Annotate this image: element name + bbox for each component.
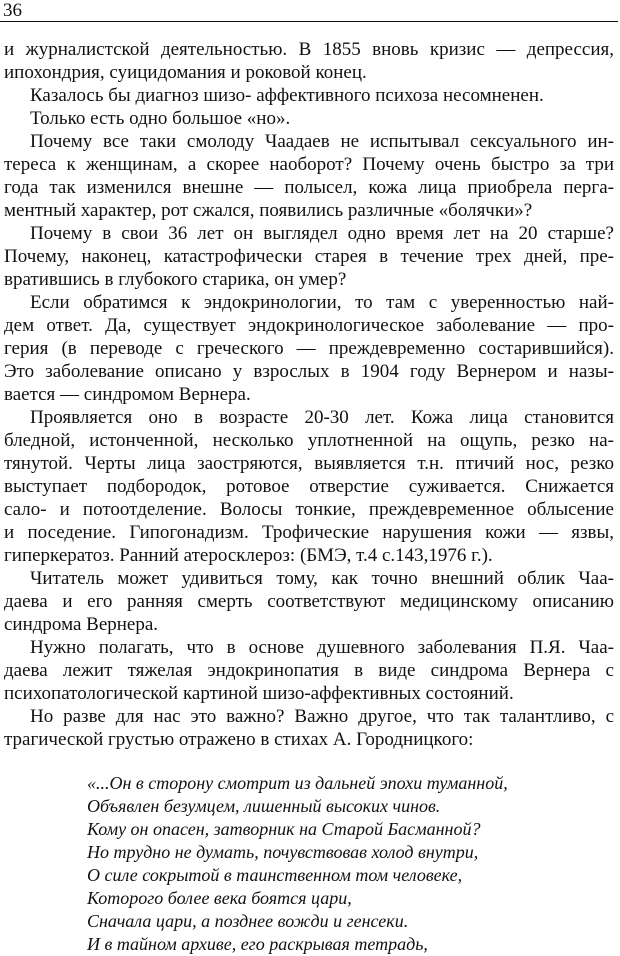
verse-line: Сначала цари, а позднее вожди и генсеки. <box>87 911 409 931</box>
text-line: тереса к женщинам, а скорее наоборот? Почему очень быстро за три <box>4 154 614 175</box>
text-line: ментный характер, рот сжался, появились различные «болячки»? <box>4 200 533 221</box>
text-line: Если обратимся к эндокринологии, то там с уверенностью най- <box>30 292 614 313</box>
verse-line: И в тайном архиве, его раскрывая тетрадь, <box>87 934 428 954</box>
text-line: трагической грустью отражено в стихах А. Городницкого: <box>4 729 474 750</box>
text-line: даева лежит тяжелая эндокринопатия в виде синдрома Вернера с <box>4 660 614 681</box>
verse-line: О силе сокрытой в таинственном том человеке, <box>87 865 463 885</box>
text-line: Но разве для нас это важно? Важно другое, что так талантливо, с <box>30 706 614 727</box>
verse-line: «...Он в сторону смотрит из дальней эпохи туманной, <box>87 773 508 793</box>
text-line: Только есть одно большое «но». <box>30 108 291 129</box>
text-line: синдрома Вернера. <box>4 614 159 635</box>
text-line: Почему все таки смолоду Чаадаев не испытывал сексуального ин- <box>30 131 614 152</box>
verse-line: Объявлен безумцем, лишенный высоких чинов. <box>87 796 441 816</box>
text-line: тянутой. Черты лица заостряются, выявляется т.н. птичий нос, резко <box>4 453 614 474</box>
text-line: Почему в свои 36 лет он выглядел одно время лет на 20 старше? <box>30 223 614 244</box>
text-line: гиперкератоз. Ранний атеросклероз: (БМЭ, т.4 с.143,1976 г.). <box>4 545 493 566</box>
text-line: Нужно полагать, что в основе душевного заболевания П.Я. Чаа- <box>30 637 614 658</box>
header-rule <box>0 21 618 22</box>
text-line: сало- и потоотделение. Волосы тонкие, преждевременное облысение <box>4 499 614 520</box>
text-line: Проявляется оно в возрасте 20-30 лет. Кожа лица становится <box>30 407 614 428</box>
verse-line: Кому он опасен, затворник на Старой Басманной? <box>87 819 481 839</box>
text-line: даева и его ранняя смерть соответствуют медицинскому описанию <box>4 591 614 612</box>
text-line: Почему, наконец, катастрофически старея в течение трех дней, пре- <box>4 246 614 267</box>
text-line: года так изменился внешне — полысел, кожа лица приобрела перга- <box>4 177 614 198</box>
text-line: и поседение. Гипогонадизм. Трофические нарушения кожи — язвы, <box>4 522 614 543</box>
text-line: Читатель может удивиться тому, как точно внешний облик Чаа- <box>30 568 614 589</box>
page-number: 36 <box>3 0 22 21</box>
verse-line: Но трудно не думать, почувствовав холод внутри, <box>87 842 479 862</box>
text-line: вается — синдромом Вернера. <box>4 384 251 405</box>
text-line: и журналистской деятельностью. В 1855 вновь кризис — депрессия, <box>4 39 614 60</box>
text-line: психопатологической картиной шизо-аффективных состояний. <box>4 683 514 704</box>
text-line: вратившись в глубокого старика, он умер? <box>4 269 347 290</box>
text-line: выступает подбородок, ротовое отверстие суживается. Снижается <box>4 476 614 497</box>
text-line: Это заболевание описано у взрослых в 1904 году Вернером и назы- <box>4 361 614 382</box>
text-line: ипохондрия, суицидомания и роковой конец. <box>4 62 367 83</box>
text-line: Казалось бы диагноз шизо- аффективного психоза несомненен. <box>30 85 544 106</box>
text-line: бледной, истонченной, несколько уплотненной на ощупь, резко на- <box>4 430 614 451</box>
text-line: герия (в переводе с греческого — преждевременно состарившийся). <box>4 338 614 359</box>
text-line: дем ответ. Да, существует эндокринологическое заболевание — про- <box>4 315 614 336</box>
verse-line: Которого более века боятся цари, <box>87 888 352 908</box>
